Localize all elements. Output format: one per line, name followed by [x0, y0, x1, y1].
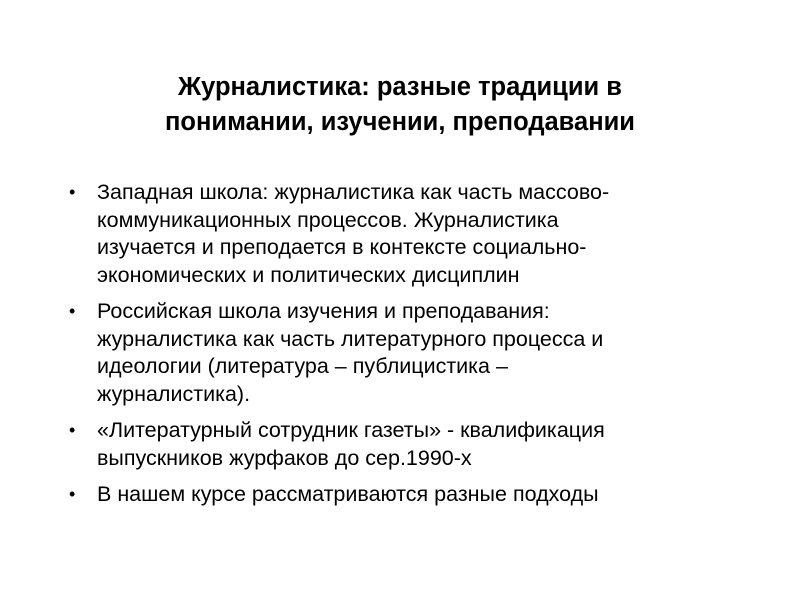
slide-title [60, 70, 740, 140]
bullet-text-line: экономических и политических дисциплин [97, 262, 520, 287]
title-line: Журналистика: разные традиции в [178, 73, 622, 101]
bullet-text-line: журналистика как часть литературного процесса и [97, 326, 604, 351]
bullet-text-line: «Литературный сотрудник газеты» - квалификация [97, 418, 605, 442]
bullet-icon: • [69, 301, 76, 321]
bullet-item-our-course [68, 481, 718, 509]
bullet-item-literary-employee [68, 417, 718, 472]
bullet-text-line: Российская школа изучения и преподавания: [97, 299, 550, 323]
bullet-list [68, 179, 718, 518]
bullet-text-line: коммуникационных процессов. Журналистика [97, 207, 559, 232]
bullet-item-russian-school [68, 298, 718, 408]
bullet-text-line: изучается и преподается в контексте социально- [97, 235, 587, 259]
bullet-text-line: идеологии (литература – публицистика – [97, 354, 508, 378]
bullet-text-line: В нашем курсе рассматриваются разные подходы [97, 482, 599, 506]
title-line: понимании, изучении, преподавании [165, 108, 635, 136]
bullet-icon: • [69, 484, 76, 504]
bullet-icon: • [69, 182, 76, 202]
bullet-text-line: журналистика). [97, 381, 251, 406]
bullet-text-line: Западная школа: журналистика как часть массово- [97, 180, 610, 204]
bullet-text-line: выпускников журфаков до сер.1990-х [97, 445, 472, 470]
bullet-item-western-school [68, 179, 718, 289]
bullet-icon: • [69, 420, 76, 440]
